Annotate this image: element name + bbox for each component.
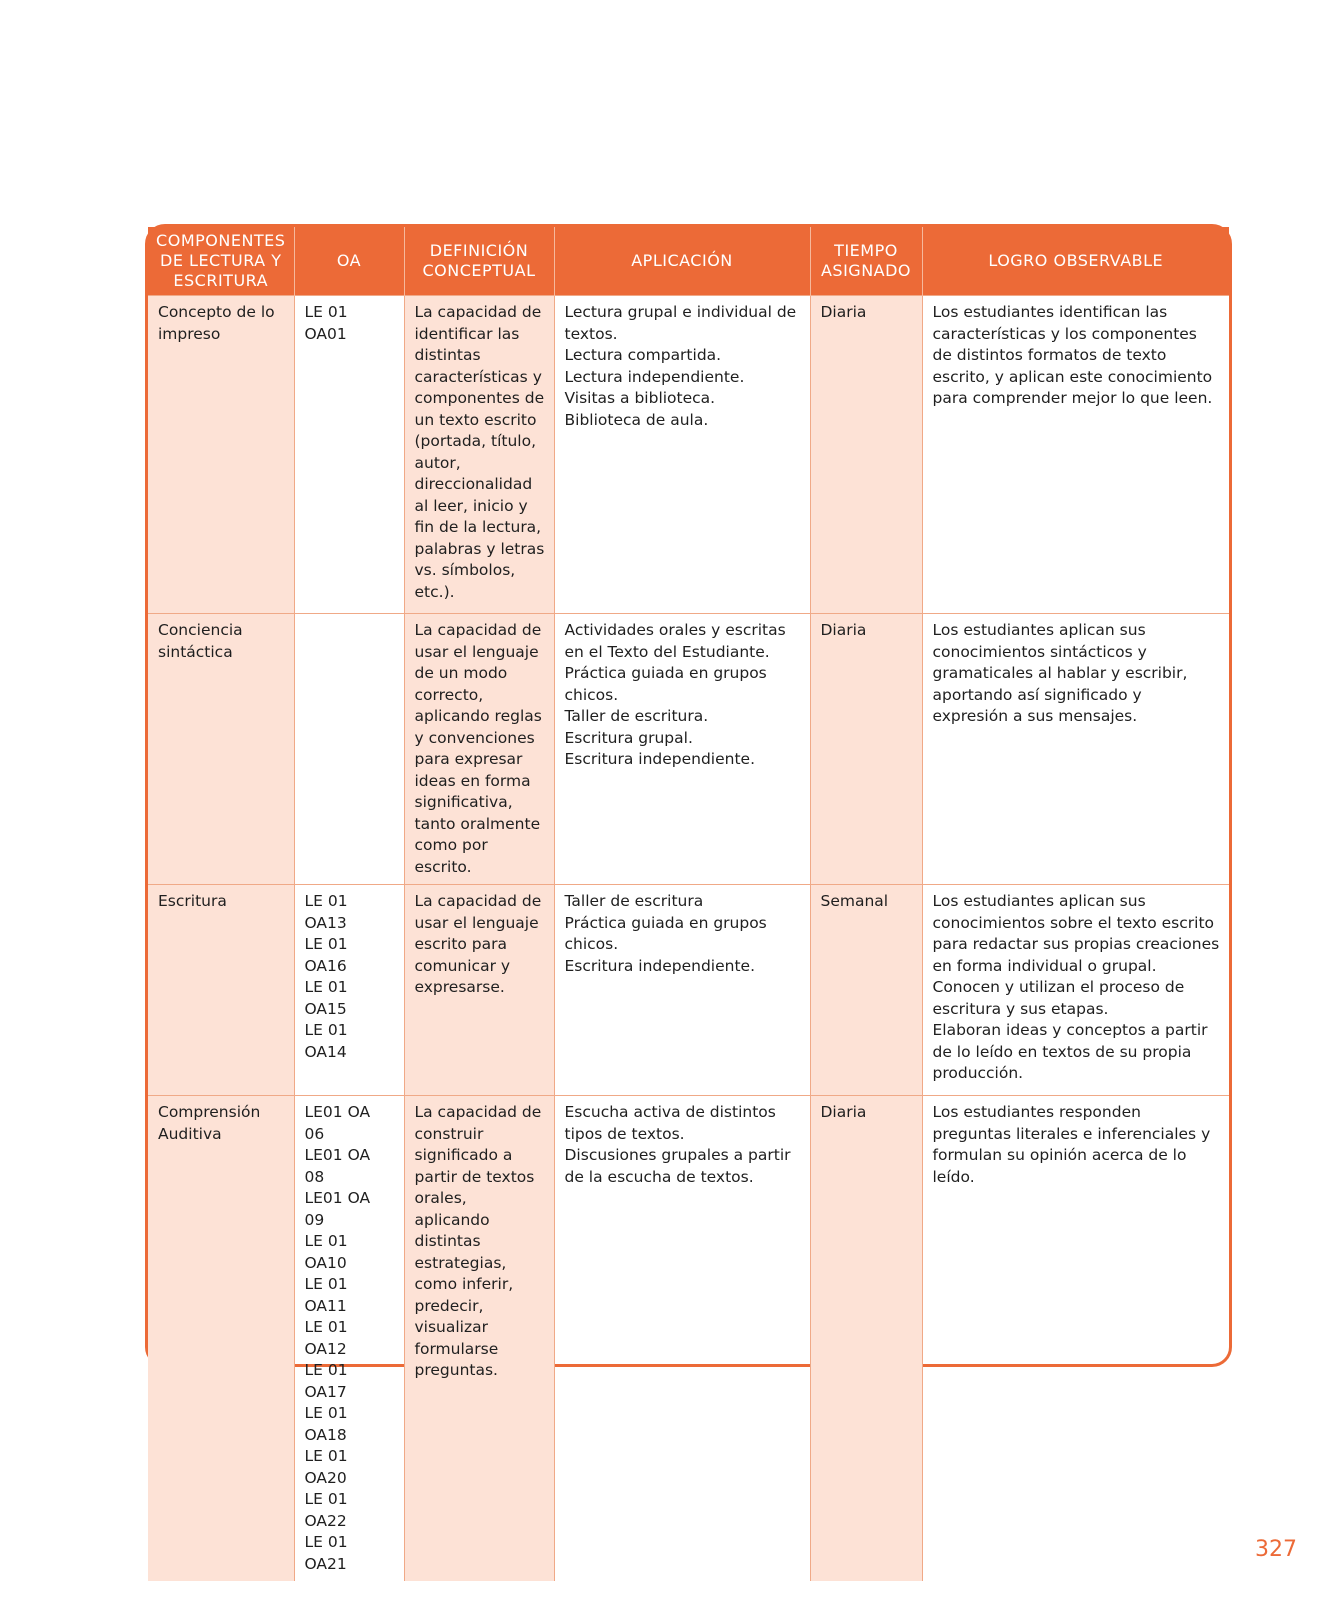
header-componentes: COMPONENTES DE LECTURA Y ESCRITURA: [148, 227, 294, 296]
header-oa: OA: [294, 227, 404, 296]
curriculum-table: [145, 224, 1232, 1573]
cell-logro: Los estudiantes identifican las características y los componentes de distintos formatos de texto escrito, y aplican este conocimiento para comprender mejor lo que leen.: [922, 296, 1229, 614]
cell-logro: Los estudiantes responden preguntas literales e inferenciales y formulan su opinión acerca de lo leído.: [922, 1096, 1229, 1582]
cell-componente: Conciencia sintáctica: [148, 614, 294, 885]
table-row: [148, 296, 1229, 614]
cell-tiempo: Diaria: [810, 1096, 922, 1582]
cell-aplicacion: Taller de escritura Práctica guiada en grupos chicos. Escritura independiente.: [554, 885, 810, 1096]
page-number: 327: [1255, 1537, 1297, 1562]
table: [148, 227, 1229, 1581]
cell-logro: Los estudiantes aplican sus conocimientos sintácticos y gramaticales al hablar y escribir, aportando así significado y expresión a sus mensajes.: [922, 614, 1229, 885]
cell-oa: LE 01 OA01: [294, 296, 404, 614]
table-row: [148, 1096, 1229, 1582]
cell-tiempo: Semanal: [810, 885, 922, 1096]
cell-definicion: La capacidad de usar el lenguaje de un modo correcto, aplicando reglas y convenciones para expresar ideas en forma significativa, tanto oralmente como por escrito.: [404, 614, 554, 885]
cell-oa: [294, 614, 404, 885]
cell-componente: Concepto de lo impreso: [148, 296, 294, 614]
header-logro: LOGRO OBSERVABLE: [922, 227, 1229, 296]
cell-aplicacion: Escucha activa de distintos tipos de textos. Discusiones grupales a partir de la escucha de textos.: [554, 1096, 810, 1582]
cell-componente: Comprensión Auditiva: [148, 1096, 294, 1582]
cell-definicion: La capacidad de construir significado a partir de textos orales, aplicando distintas estrategias, como inferir, predecir, visualizar formularse preguntas.: [404, 1096, 554, 1582]
cell-tiempo: Diaria: [810, 296, 922, 614]
cell-oa: LE01 OA 06 LE01 OA 08 LE01 OA 09 LE 01 OA10 LE 01 OA11 LE 01 OA12 LE 01 OA17 LE 01 OA18 LE 01 OA20 LE 01 OA22 LE 01 OA21: [294, 1096, 404, 1582]
cell-definicion: La capacidad de identificar las distintas características y componentes de un texto escrito (portada, título, autor, direccionalidad al leer, inicio y fin de la lectura, palabras y letras vs. símbolos, etc.).: [404, 296, 554, 614]
cell-componente: Escritura: [148, 885, 294, 1096]
header-definicion: DEFINICIÓN CONCEPTUAL: [404, 227, 554, 296]
cell-aplicacion: Lectura grupal e individual de textos. Lectura compartida. Lectura independiente. Visitas a biblioteca. Biblioteca de aula.: [554, 296, 810, 614]
cell-tiempo: Diaria: [810, 614, 922, 885]
cell-aplicacion: Actividades orales y escritas en el Texto del Estudiante. Práctica guiada en grupos chicos. Taller de escritura. Escritura grupal. Escritura independiente.: [554, 614, 810, 885]
table-row: [148, 614, 1229, 885]
cell-logro: Los estudiantes aplican sus conocimientos sobre el texto escrito para redactar sus propias creaciones en forma individual o grupal. Conocen y utilizan el proceso de escritura y sus etapas. Elaboran ideas y conceptos a partir de lo leído en textos de su propia producción.: [922, 885, 1229, 1096]
header-tiempo: TIEMPO ASIGNADO: [810, 227, 922, 296]
table-row: [148, 885, 1229, 1096]
header-aplicacion: APLICACIÓN: [554, 227, 810, 296]
header-row: [148, 227, 1229, 296]
cell-definicion: La capacidad de usar el lenguaje escrito para comunicar y expresarse.: [404, 885, 554, 1096]
cell-oa: LE 01 OA13 LE 01 OA16 LE 01 OA15 LE 01 OA14: [294, 885, 404, 1096]
